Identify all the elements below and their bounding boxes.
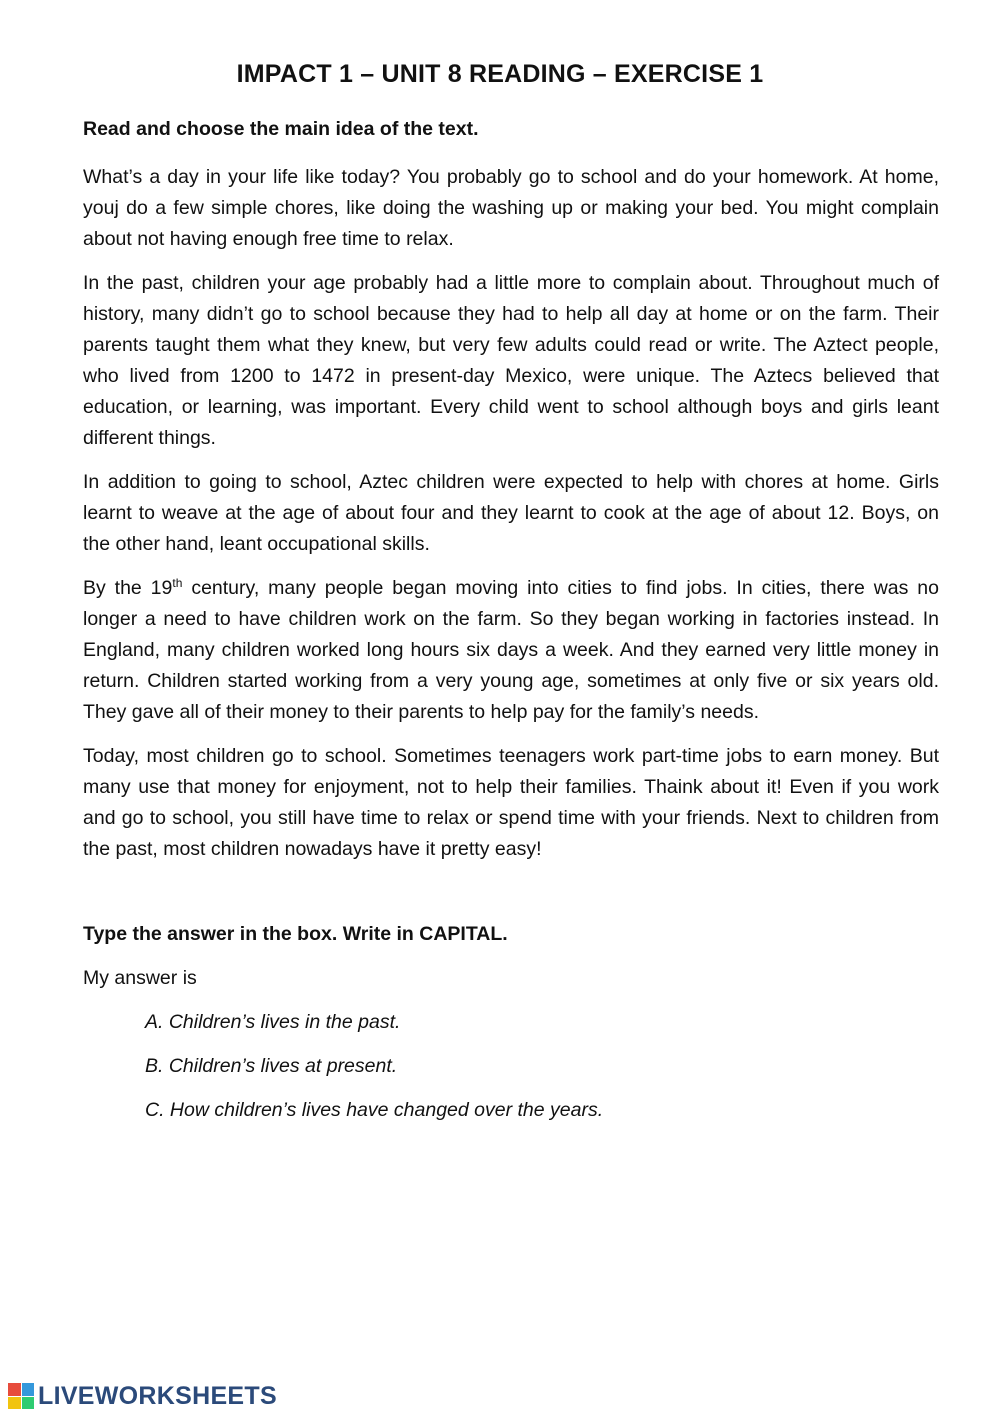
paragraph-3: In addition to going to school, Aztec children were expected to help with chores at home. Girls learnt to weave at the age of about four and they learnt to cook at the age of about 12. Boys, on the other hand, leant occupational skills. — [83, 471, 939, 555]
worksheet-body — [83, 116, 939, 1141]
paragraph-1: What’s a day in your life like today? You probably go to school and do your homework. At home, youj do a few simple chores, like doing the washing up or making your bed. You might complain about not having enough free time to relax. — [83, 166, 939, 250]
paragraph-2: In the past, children your age probably had a little more to complain about. Throughout much of history, many didn’t go to school because they had to help all day at home or on the farm. Their parents taught them what they knew, but very few adults could read or write. The Aztect people, who lived from 1200 to 1472 in present-day Mexico, were unique. The Aztecs believed that education, or learning, was important. Every child went to school although boys and girls leant different things. — [83, 272, 939, 449]
option-c: C. How children’s lives have changed over the years. — [145, 1099, 604, 1121]
paragraph-4-superscript: th — [172, 576, 183, 590]
logo-square-blue — [22, 1383, 35, 1396]
logo-square-yellow — [8, 1397, 21, 1410]
answer-lead-text: My answer is — [83, 967, 197, 989]
logo-square-red — [8, 1383, 21, 1396]
page-title: IMPACT 1 – UNIT 8 READING – EXERCISE 1 — [236, 60, 764, 88]
brand-name: LIVEWORKSHEETS — [38, 1381, 277, 1410]
paragraph-4-rest: century, many people began moving into cities to find jobs. In cities, there was no longer a need to have children work on the farm. So they began working in factories instead. In England, many children worked long hours six days a week. And they earned very little money in return. Children started working from a very young age, sometimes at only five or six years old. They gave all of their money to their parents to help pay for the family’s needs. — [83, 577, 939, 723]
footer-brand[interactable] — [8, 1382, 277, 1410]
answer-instruction: Type the answer in the box. Write in CAPITAL. — [83, 923, 508, 945]
liveworksheets-logo-icon — [8, 1383, 34, 1409]
paragraph-4-start: By the 19 — [83, 577, 173, 599]
reading-instruction: Read and choose the main idea of the text. — [83, 118, 479, 140]
option-a: A. Children’s lives in the past. — [145, 1011, 401, 1033]
paragraph-5: Today, most children go to school. Sometimes teenagers work part-time jobs to earn money. But many use that money for enjoyment, not to help their families. Thaink about it! Even if you work and go to school, you still have time to relax or spend time with your friends. Next to children from the past, most children nowadays have it pretty easy! — [83, 745, 939, 860]
option-b: B. Children’s lives at present. — [145, 1055, 398, 1077]
paragraph-4 — [83, 573, 939, 728]
logo-square-green — [22, 1397, 35, 1410]
